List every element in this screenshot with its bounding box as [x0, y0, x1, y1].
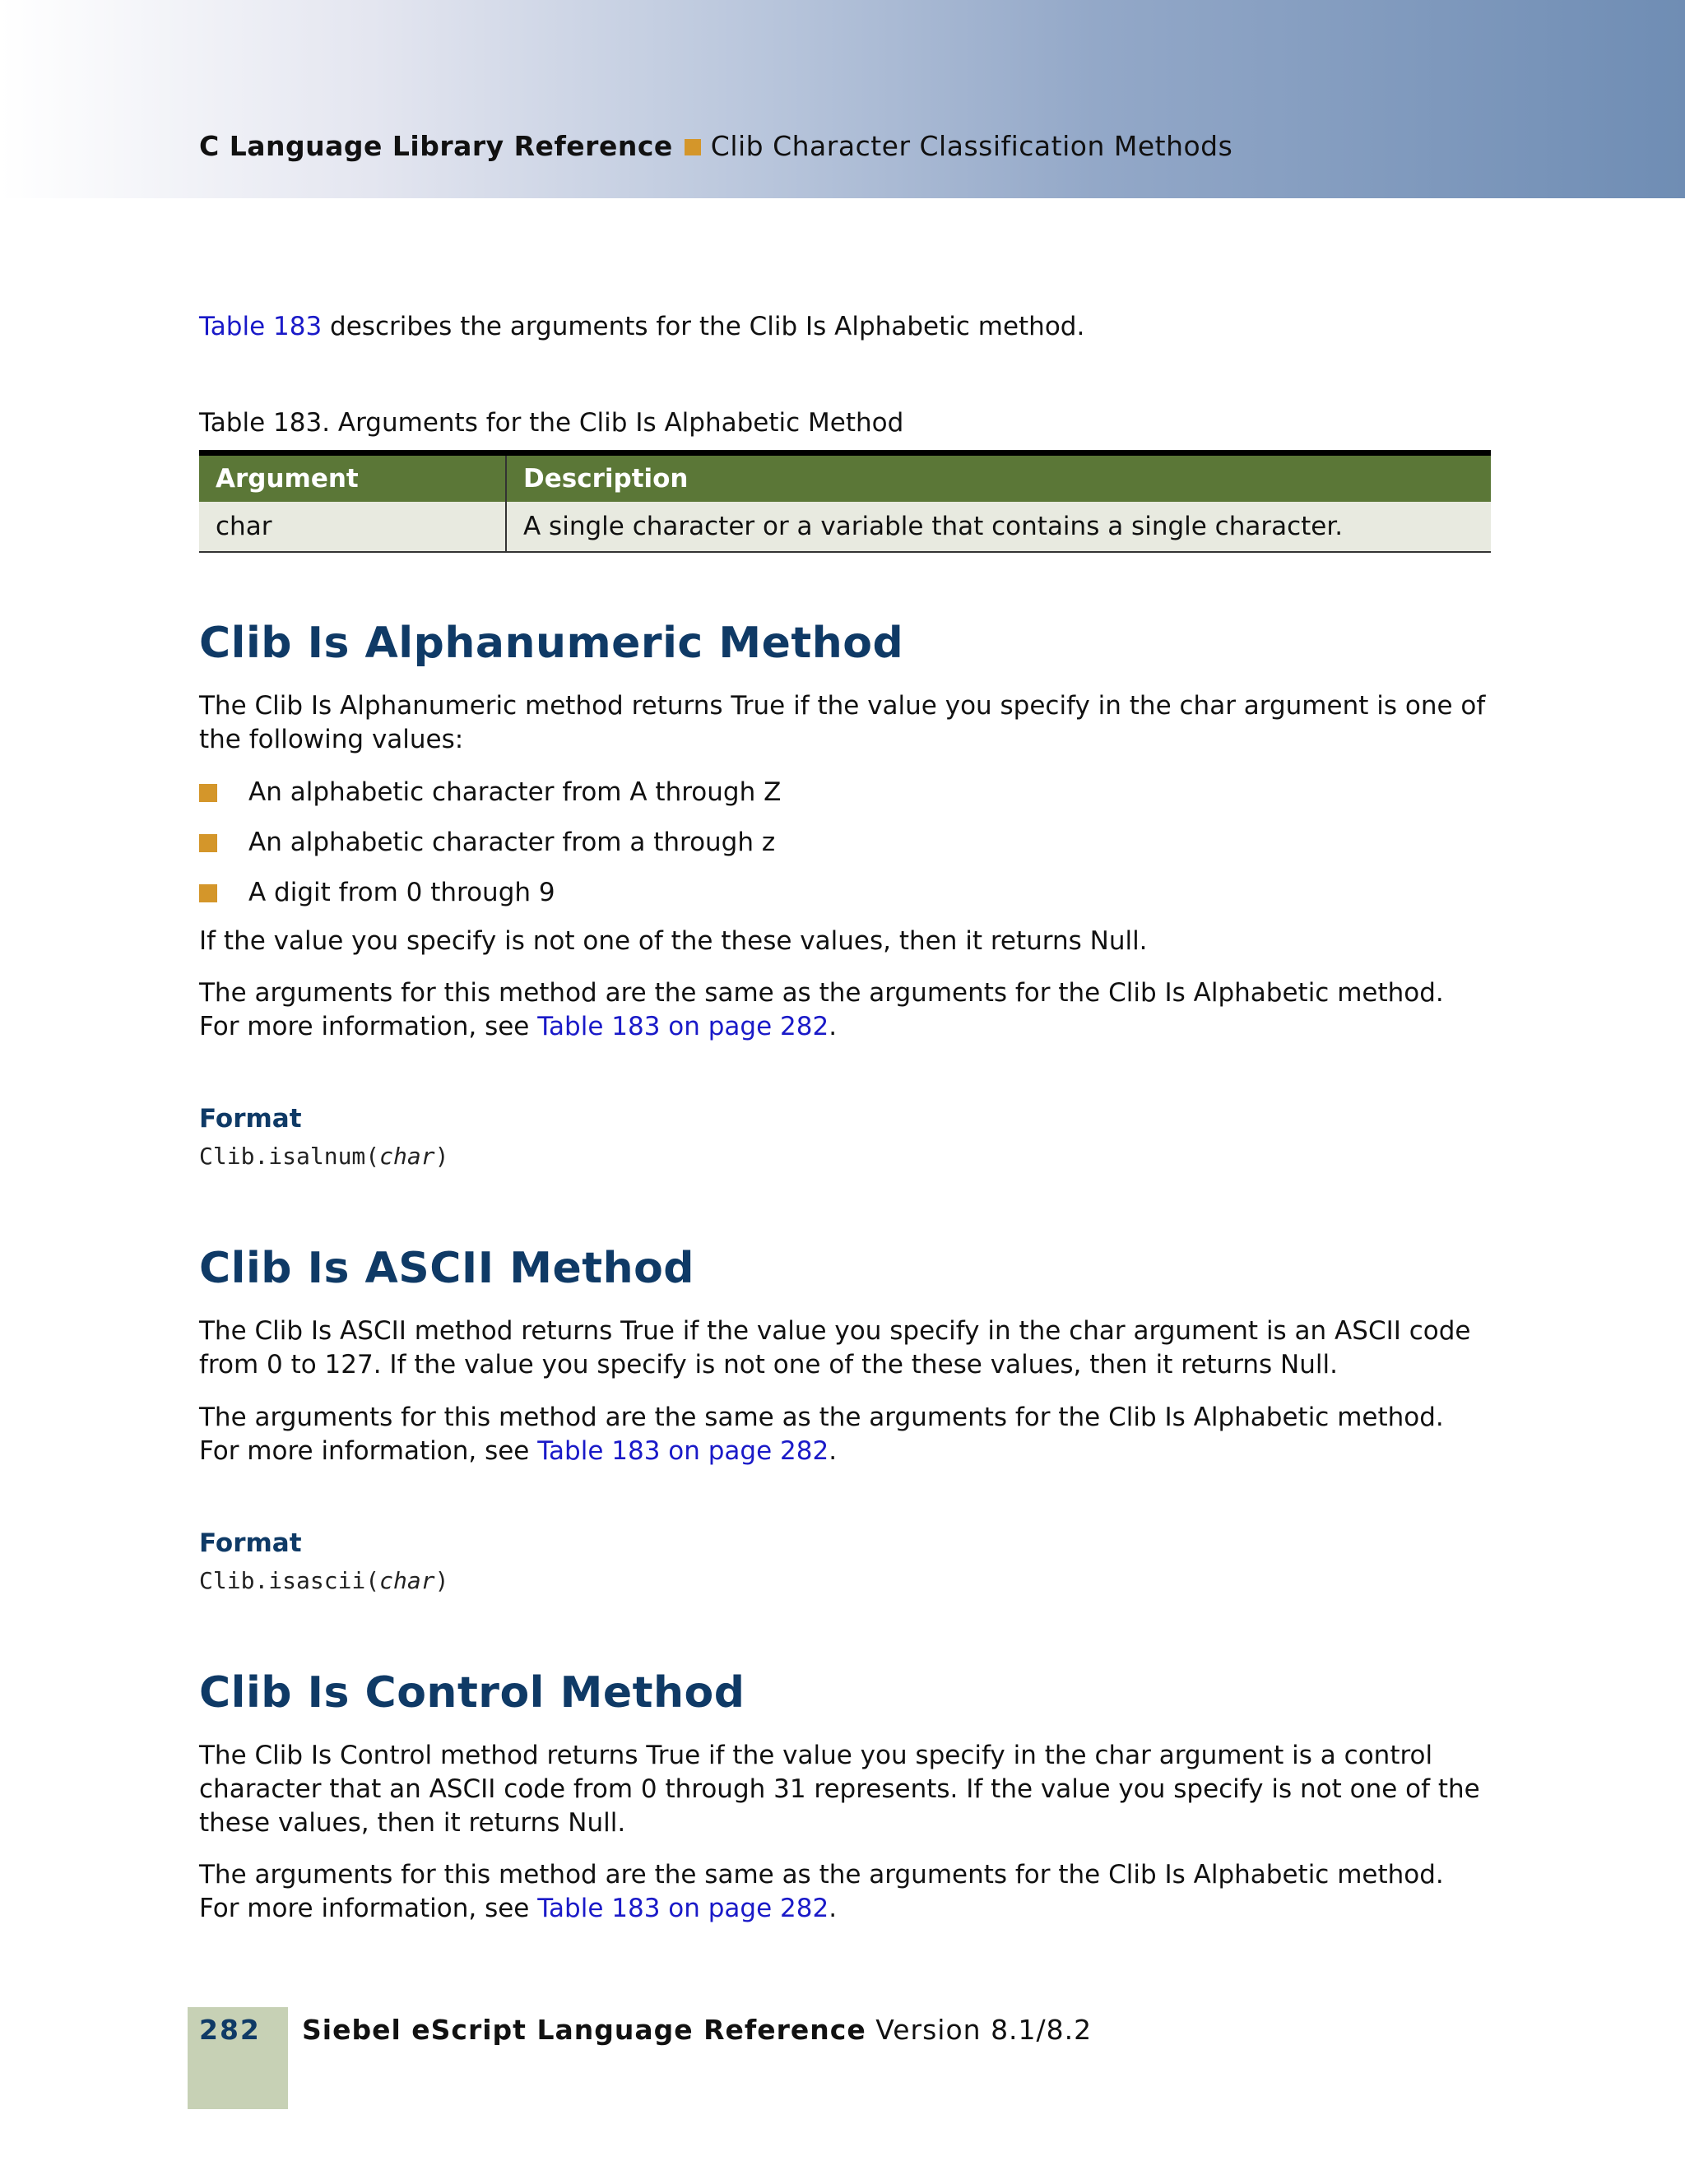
table-caption: Table 183. Arguments for the Clib Is Alphabetic Method: [199, 408, 904, 438]
header-description: Description: [506, 453, 1491, 503]
section-control: [199, 1668, 1491, 1718]
intro-text: describes the arguments for the Clib Is Alphabetic method.: [322, 312, 1085, 341]
cell-description: A single character or a variable that contains a single character.: [506, 502, 1491, 552]
header-square-icon: [685, 139, 701, 155]
bullet-list: [199, 776, 1491, 910]
format-code: Clib.isascii(char): [199, 1567, 449, 1594]
format-label: Format: [199, 1528, 302, 1558]
section-ascii: [199, 1244, 1491, 1293]
format-code: Clib.isalnum(char): [199, 1143, 449, 1170]
alphanumeric-para2: If the value you specify is not one of the these values, then it returns Null.: [199, 926, 1148, 956]
control-para1: The Clib Is Control method returns True if the value you specify in the char argument is a control character that an ASCII code from 0 through 31 represents. If the value you specify is not one of the these values, then it returns Null.: [199, 1741, 1480, 1838]
bullet-square-icon: [199, 784, 217, 802]
section-title: Clib Is ASCII Method: [199, 1244, 695, 1293]
arguments-table: [199, 450, 1491, 553]
table-183-page-link[interactable]: Table 183 on page 282: [537, 1436, 829, 1466]
alphanumeric-para1: The Clib Is Alphanumeric method returns True if the value you specify in the char argument is one of the following values:: [199, 691, 1486, 754]
header-subsection: Clib Character Classification Methods: [710, 130, 1233, 162]
bullet-square-icon: [199, 834, 217, 852]
ascii-para1: The Clib Is ASCII method returns True if the value you specify in the char argument is an ASCII code from 0 to 127. If the value you specify is not one of the these values, then it returns Null.: [199, 1316, 1471, 1379]
table-183-page-link[interactable]: Table 183 on page 282: [537, 1894, 829, 1923]
arguments-table-wrap: [199, 450, 1491, 553]
format-label: Format: [199, 1104, 302, 1134]
table-header-row: [199, 453, 1491, 503]
table-row: [199, 502, 1491, 552]
footer-title: Siebel eScript Language Reference Version 8.1/8.2: [302, 2014, 1093, 2046]
list-item: A digit from 0 through 9: [199, 876, 1491, 910]
cell-argument: char: [199, 502, 506, 552]
intro-paragraph: [199, 310, 1491, 344]
ascii-para3: The arguments for this method are the same as the arguments for the Clib Is Alphabetic method. For more information, see Table 183 on page 282.: [199, 1403, 1444, 1466]
header-band: [0, 0, 1685, 198]
list-item: An alphabetic character from A through Z: [199, 776, 1491, 809]
alphanumeric-para3: The arguments for this method are the same as the arguments for the Clib Is Alphabetic method. For more information, see Table 183 on page 282.: [199, 978, 1444, 1041]
page-number: 282: [199, 2014, 261, 2046]
running-header: [199, 130, 1232, 162]
bullet-square-icon: [199, 884, 217, 902]
list-item: An alphabetic character from a through z: [199, 826, 1491, 860]
control-para3: The arguments for this method are the same as the arguments for the Clib Is Alphabetic method. For more information, see Table 183 on page 282.: [199, 1860, 1444, 1923]
section-title: Clib Is Alphanumeric Method: [199, 619, 904, 668]
table-183-page-link[interactable]: Table 183 on page 282: [537, 1012, 829, 1041]
header-argument: Argument: [199, 453, 506, 503]
header-section: C Language Library Reference: [199, 130, 673, 162]
table-183-link[interactable]: Table 183: [199, 312, 323, 341]
section-alphanumeric: [199, 619, 1491, 668]
section-title: Clib Is Control Method: [199, 1668, 745, 1718]
